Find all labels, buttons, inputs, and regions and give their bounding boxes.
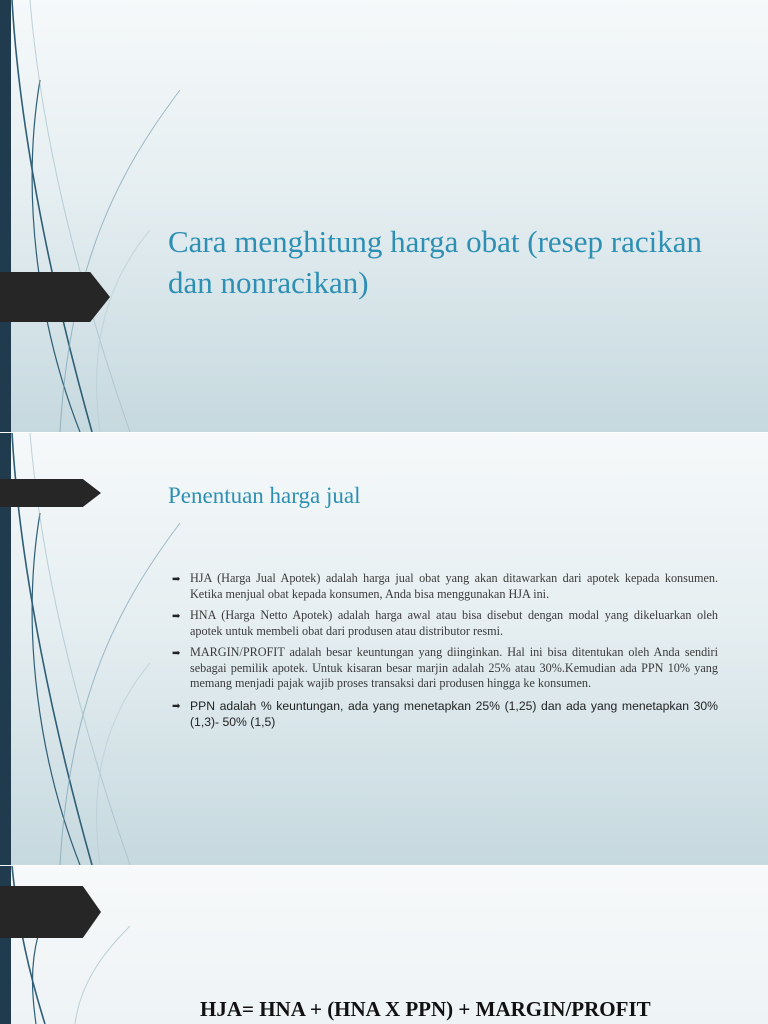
bullet-text: MARGIN/PROFIT adalah besar keuntungan yang diinginkan. Hal ini bisa ditentukan oleh Anda sendiri sebagai pemilik apotek. Untuk kisaran besar marjin adalah 25% atau 30%.Kemudian ada PPN 10% yang memang menjadi pajak wajib proses transaksi dari produsen hingga ke konsumen.	[190, 645, 718, 690]
list-item	[172, 698, 718, 730]
list-item	[172, 608, 718, 639]
slide-title: Cara menghitung harga obat (resep racikan dan nonracikan)	[168, 224, 702, 300]
bullet-text: PPN adalah % keuntungan, ada yang menetapkan 25% (1,25) dan ada yang menetapkan 30% (1,3)- 50% (1,5)	[190, 698, 718, 729]
formula-text: HJA= HNA + (HNA X PPN) + MARGIN/PROFIT	[200, 997, 651, 1021]
bullet-list	[172, 571, 718, 736]
slide-1	[0, 0, 768, 432]
arrow-bullet-icon: ➡︎	[172, 648, 181, 659]
bullet-text: HJA (Harga Jual Apotek) adalah harga jual obat yang akan ditawarkan dari apotek kepada konsumen. Ketika menjual obat kepada konsumen, Anda bisa menggunakan HJA ini.	[190, 571, 718, 601]
arrow-tab	[0, 272, 110, 322]
arrow-tab	[0, 886, 101, 938]
arrow-tab	[0, 479, 101, 507]
list-item	[172, 571, 718, 602]
list-item	[172, 645, 718, 692]
section-heading: Penentuan harga jual	[168, 483, 361, 508]
arrow-bullet-icon: ➡︎	[172, 574, 181, 585]
left-accent-bar	[0, 0, 11, 432]
swoosh-decoration	[0, 0, 200, 432]
arrow-bullet-icon: ➡︎	[172, 700, 181, 712]
bullet-text: HNA (Harga Netto Apotek) adalah harga awal atau bisa disebut dengan modal yang dikeluarkan oleh apotek untuk membeli obat dari produsen atau distributor resmi.	[190, 608, 718, 638]
arrow-bullet-icon: ➡︎	[172, 611, 181, 622]
